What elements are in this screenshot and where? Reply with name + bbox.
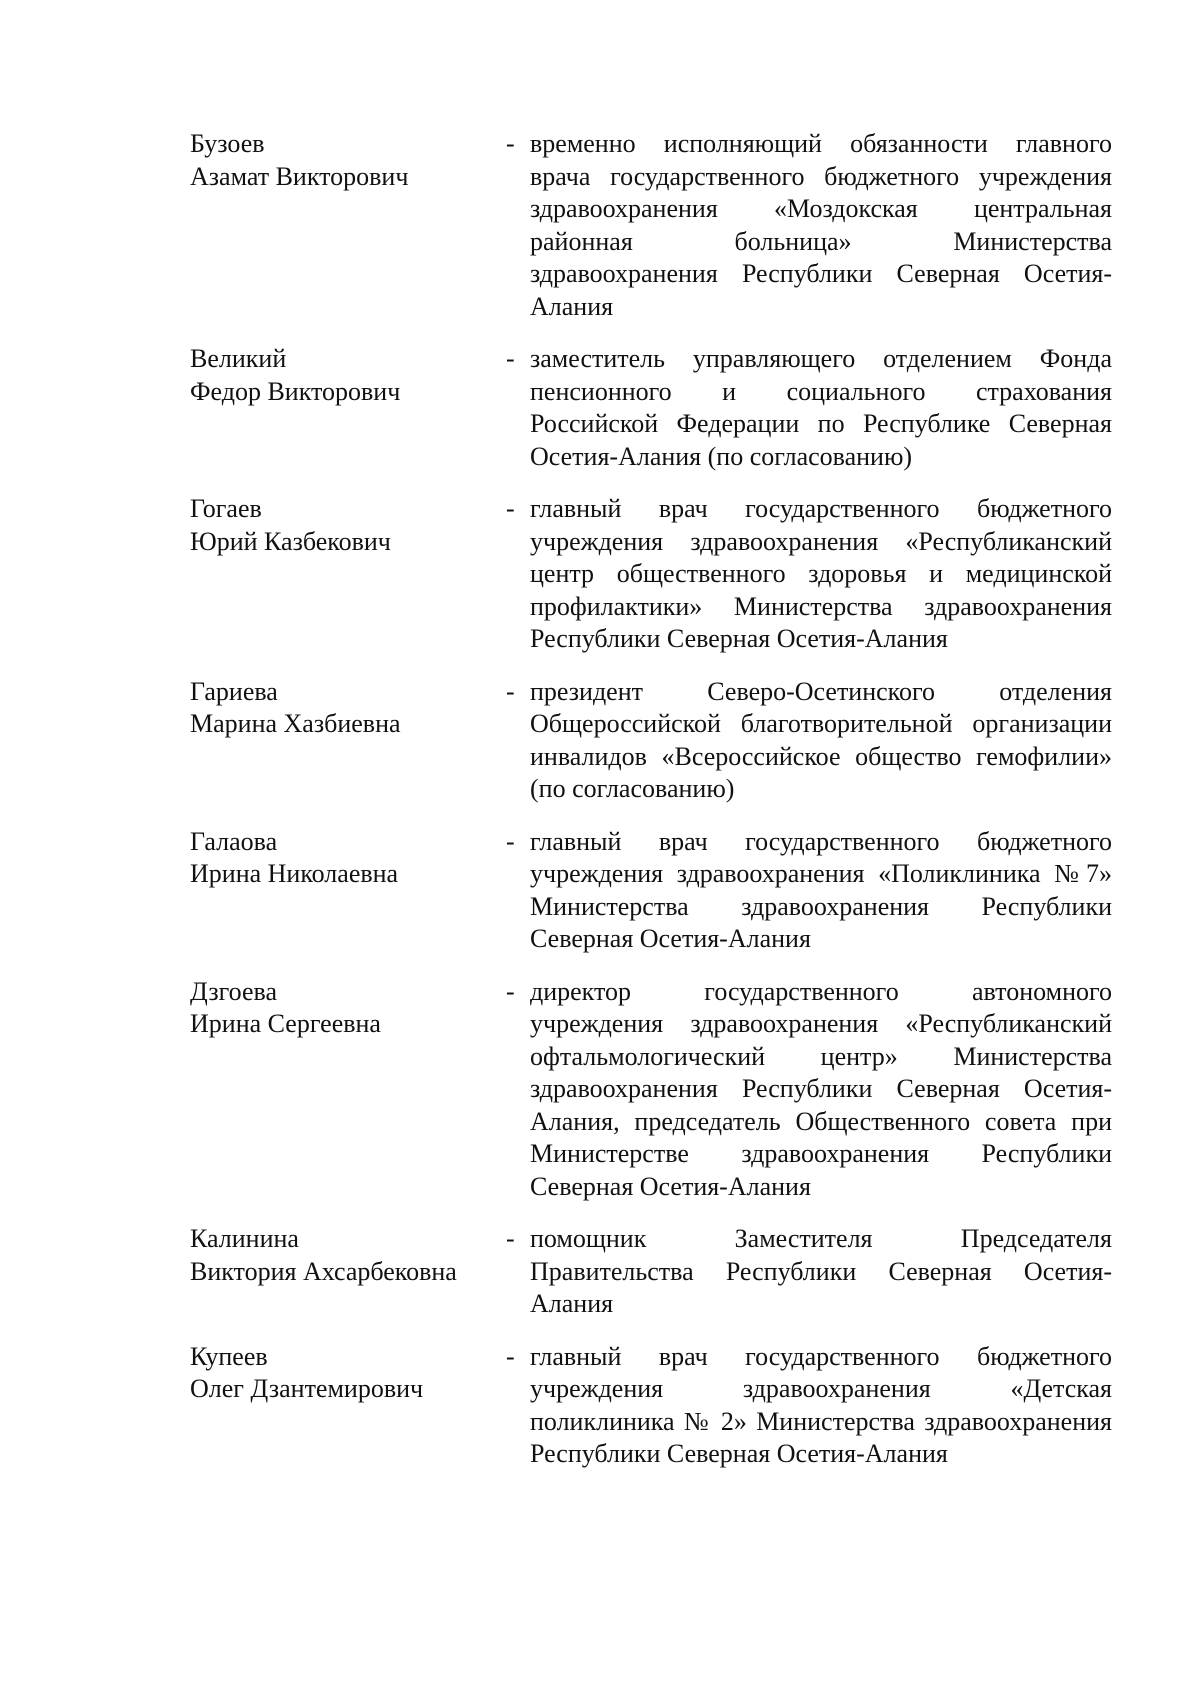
person-surname: Калинина	[190, 1224, 299, 1253]
person-surname: Бузоев	[190, 129, 265, 158]
dash-separator: -	[506, 1224, 515, 1253]
person-position: главный врач государственного бюджетного учреждения здравоохранения «Республиканский центр общественного здоровья и медицинской профилактики» Министерства здравоохранения Республики Северная Осетия-Алания	[530, 494, 1112, 653]
person-surname: Купеев	[190, 1341, 268, 1371]
person-given-name: Федор Викторович	[190, 376, 401, 406]
list-item	[190, 676, 1125, 806]
dash-separator: -	[506, 344, 515, 373]
dash-separator: -	[506, 1341, 515, 1371]
person-position: заместитель управляющего отделением Фонда пенсионного и социального страхования Российской Федерации по Республике Северная Осетия-Алания (по согласованию)	[530, 344, 1112, 471]
person-given-name: Юрий Казбекович	[190, 526, 391, 556]
person-given-name: Марина Хазбиевна	[190, 709, 401, 738]
person-given-name: Азамат Викторович	[190, 161, 409, 191]
list-item	[190, 1223, 1125, 1321]
dash-separator: -	[506, 826, 515, 856]
list-item	[190, 826, 1125, 956]
person-name	[190, 676, 506, 741]
dash-separator: -	[506, 494, 515, 523]
list-item	[190, 343, 1125, 473]
list-item	[190, 976, 1125, 1204]
list-item	[190, 1341, 1125, 1471]
dash-separator: -	[506, 676, 515, 706]
person-name	[190, 1223, 506, 1288]
list-item	[190, 493, 1125, 656]
person-position: главный врач государственного бюджетного учреждения здравоохранения «Детская поликлиника № 2» Министерства здравоохранения Республики Северная Осетия-Алания	[530, 1341, 1112, 1468]
person-surname: Галаова	[190, 826, 278, 856]
person-surname: Дзгоева	[190, 976, 278, 1006]
dash-separator: -	[506, 129, 515, 158]
person-given-name: Олег Дзантемирович	[190, 1374, 424, 1403]
person-surname: Великий	[190, 344, 287, 373]
person-position: временно исполняющий обязанности главного врача государственного бюджетного учреждения здравоохранения «Моздокская центральная районная больница» Министерства здравоохранения Республики Северная Осетия-Алания	[530, 129, 1112, 321]
person-given-name: Виктория Ахсарбековна	[190, 1256, 457, 1286]
dash-separator: -	[506, 976, 515, 1006]
person-position: помощник Заместителя Председателя Правительства Республики Северная Осетия-Алания	[530, 1224, 1112, 1318]
person-position: главный врач государственного бюджетного учреждения здравоохранения «Поликлиника №7» Министерства здравоохранения Республики Северная Осетия-Алания	[530, 826, 1112, 953]
person-name	[190, 826, 506, 891]
person-position: директор государственного автономного учреждения здравоохранения «Республиканский офтальмологический центр» Министерства здравоохранения Республики Северная Осетия-Алания, председатель Общественного совета при Министерстве здравоохранения Республики Северная Осетия-Алания	[530, 976, 1112, 1201]
person-surname: Гариева	[190, 676, 278, 706]
person-surname: Гогаев	[190, 494, 262, 523]
person-position: президент Северо-Осетинского отделения Общероссийской благотворительной организации инвалидов «Всероссийское общество гемофилии» (по согласованию)	[530, 676, 1112, 803]
person-name	[190, 343, 506, 408]
list-item	[190, 128, 1125, 323]
person-name	[190, 493, 506, 558]
person-given-name: Ирина Сергеевна	[190, 1009, 381, 1038]
person-name	[190, 976, 506, 1041]
person-name	[190, 1341, 506, 1406]
person-given-name: Ирина Николаевна	[190, 859, 399, 888]
person-name	[190, 128, 506, 193]
member-list	[190, 128, 1125, 1491]
